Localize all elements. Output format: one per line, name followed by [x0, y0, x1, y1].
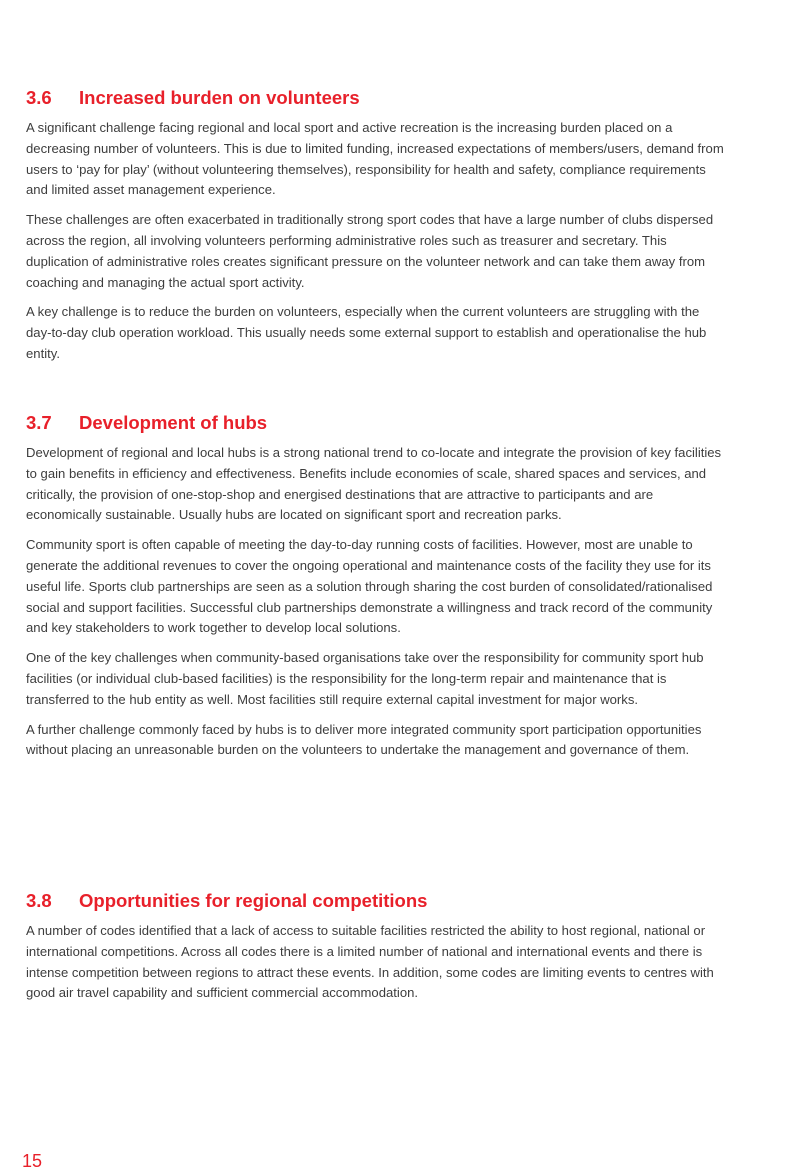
paragraph: A significant challenge facing regional and local sport and active recreation is the increasing burden placed on a decreasing number of volunteers. This is due to limited funding, increased expectations of members/users, demand from users to ‘pay for play’ (without volunteering themselves), responsibility for health and safety, compliance requirements and limited asset management experience. [26, 120, 724, 198]
paragraph: Development of regional and local hubs is a strong national trend to co-locate and integrate the provision of key facilities to gain benefits in efficiency and effectiveness. Benefits include economies of scale, shared spaces and services, and critically, the provision of one-stop-shop and energised destinations that are attractive to participants and are economically sustainable. Usually hubs are located on significant sport and recreation parks. [26, 445, 722, 523]
section-heading [26, 890, 726, 912]
paragraph: A key challenge is to reduce the burden on volunteers, especially when the current volunteers are struggling with the day-to-day club operation workload. This usually needs some external support to establish and operationalise the hub entity. [26, 304, 707, 361]
page-number: 15 [22, 1151, 43, 1171]
section-3-8 [26, 890, 726, 1013]
section-heading [26, 87, 726, 109]
paragraph: A number of codes identified that a lack of access to suitable facilities restricted the ability to host regional, national or international competitions. Across all codes there is a limited number of national and international events and there is intense competition between regions to attract these events. In addition, some codes are limiting events to centres with good air travel capability and sufficient commercial accommodation. [26, 923, 714, 1001]
paragraph: Community sport is often capable of meeting the day-to-day running costs of facilities. However, most are unable to generate the additional revenues to cover the ongoing operational and maintenance costs of the facility they use for its useful life. Sports club partnerships are seen as a solution through sharing the cost burden of consolidated/rationalised social and support facilities. Successful club partnerships demonstrate a willingness and track record of the community and key stakeholders to work together to develop local solutions. [26, 537, 713, 636]
paragraph: One of the key challenges when community-based organisations take over the responsibility for community sport hub facilities (or individual club-based facilities) is the responsibility for the long-term repair and maintenance that is transferred to the hub entity as well. Most facilities still require external capital investment for major works. [26, 650, 704, 707]
section-heading [26, 412, 726, 434]
section-title: Development of hubs [79, 412, 268, 433]
section-title: Increased burden on volunteers [79, 87, 360, 108]
section-title: Opportunities for regional competitions [79, 890, 428, 911]
paragraph: These challenges are often exacerbated in traditionally strong sport codes that have a large number of clubs dispersed across the region, all involving volunteers performing administrative roles such as treasurer and secretary. This duplication of administrative roles creates significant pressure on the volunteer network and can take them away from coaching and managing the actual sport activity. [26, 212, 714, 290]
section-3-7 [26, 412, 726, 770]
paragraph: A further challenge commonly faced by hubs is to deliver more integrated community sport participation opportunities without placing an unreasonable burden on the volunteers to undertake the management and governance of them. [26, 721, 702, 758]
section-number: 3.7 [26, 412, 52, 433]
section-number: 3.8 [26, 890, 52, 911]
section-number: 3.6 [26, 87, 52, 108]
section-3-6 [26, 87, 726, 374]
